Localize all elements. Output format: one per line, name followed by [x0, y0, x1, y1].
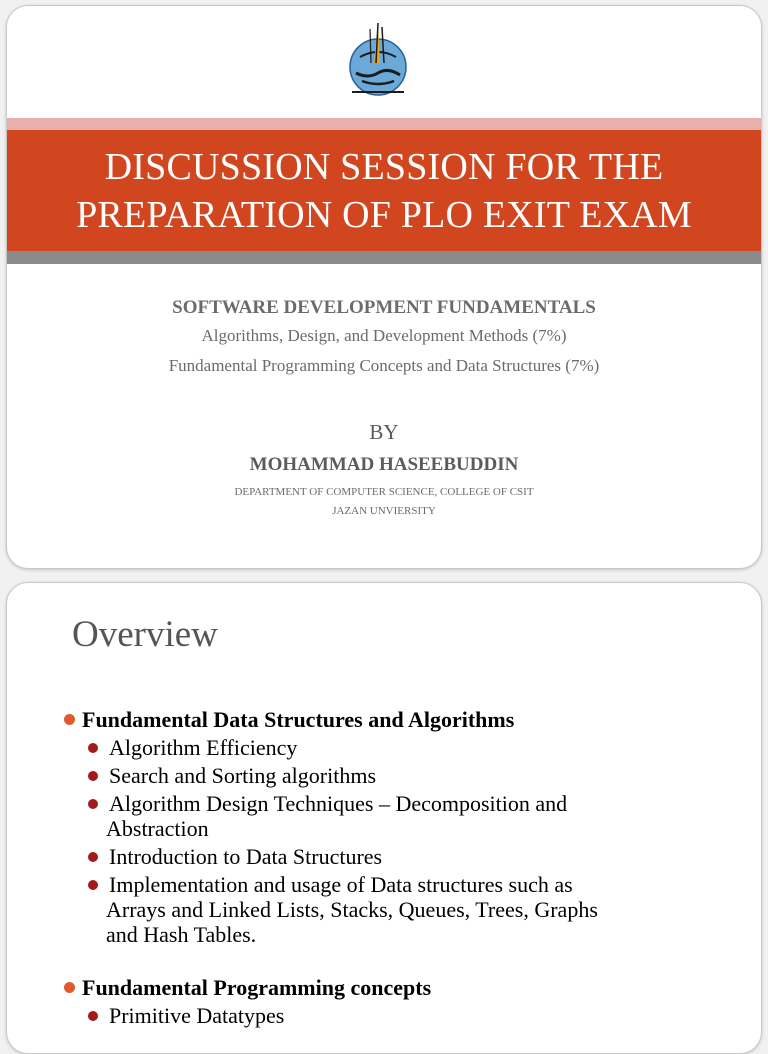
bullet-text: Search and Sorting algorithms — [109, 763, 377, 788]
bullet-text: Primitive Datatypes — [109, 1003, 285, 1028]
author-name: MOHAMMAD HASEEBUDDIN — [249, 454, 519, 475]
bullet-text: Abstraction — [106, 816, 209, 841]
bullet-text: Algorithm Efficiency — [109, 735, 298, 760]
overview-slide — [6, 582, 762, 1054]
bullet-subitem — [88, 844, 382, 869]
bullet-heading — [64, 707, 514, 733]
bullet-heading — [64, 975, 431, 1001]
bullet-text: and Hash Tables. — [106, 922, 257, 947]
subtitle-line-1: Algorithms, Design, and Development Methods (7%) — [201, 326, 567, 345]
bullet-dot-icon — [64, 714, 75, 725]
university-line: JAZAN UNVIERSITY — [332, 505, 436, 517]
bullet-dot-icon — [88, 852, 98, 862]
bullet-dot-icon — [88, 743, 98, 753]
bullet-text: Fundamental Data Structures and Algorithms — [82, 707, 515, 732]
subtitle-line-2: Fundamental Programming Concepts and Data Structures (7%) — [168, 356, 600, 375]
bullet-dot-icon — [88, 799, 98, 809]
bullet-text: Arrays and Linked Lists, Stacks, Queues, Trees, Graphs — [106, 897, 598, 922]
bullet-subitem — [88, 735, 297, 760]
overview-title: Overview — [72, 614, 218, 655]
decorative-top-bar — [7, 118, 761, 130]
bullet-dot-icon — [88, 880, 98, 890]
title-slide — [6, 5, 762, 569]
bullet-text: Implementation and usage of Data structures such as — [109, 872, 573, 897]
bullet-text: Introduction to Data Structures — [109, 844, 383, 869]
jazan-university-logo-icon — [340, 17, 416, 101]
slide-title-line-2: PREPARATION OF PLO EXIT EXAM — [76, 193, 692, 236]
bullet-subitem — [88, 791, 567, 841]
bullet-dot-icon — [88, 1011, 98, 1021]
decorative-bottom-bar — [7, 251, 761, 264]
bullet-text: Algorithm Design Techniques – Decomposition and — [109, 791, 568, 816]
slide-title-line-1: DISCUSSION SESSION FOR THE — [104, 145, 664, 188]
bullet-dot-icon — [64, 982, 75, 993]
title-band — [7, 130, 761, 251]
department-line: DEPARTMENT OF COMPUTER SCIENCE, COLLEGE OF CSIT — [234, 486, 534, 498]
bullet-subitem — [88, 763, 376, 788]
bullet-subitem — [88, 1003, 284, 1028]
by-label: BY — [369, 420, 399, 444]
bullet-text: Fundamental Programming concepts — [82, 975, 432, 1000]
subtitle-heading: SOFTWARE DEVELOPMENT FUNDAMENTALS — [172, 297, 596, 318]
bullet-subitem — [88, 872, 598, 947]
bullet-dot-icon — [88, 771, 98, 781]
department-info — [7, 483, 761, 521]
subtitle-block — [7, 295, 761, 381]
